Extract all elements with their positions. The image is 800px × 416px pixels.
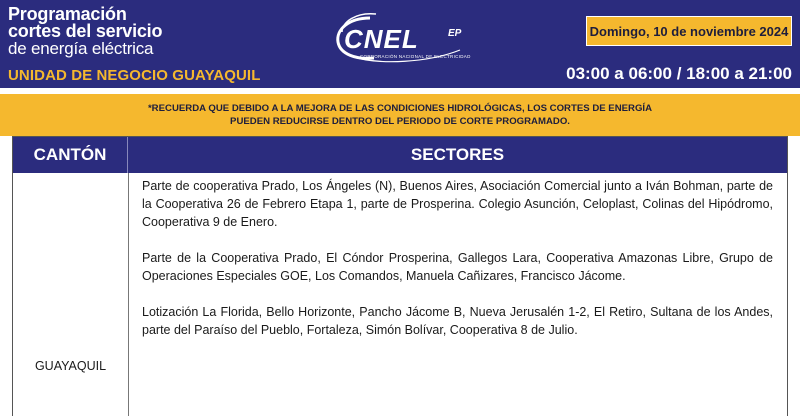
date-text: Domingo, 10 de noviembre 2024 <box>589 23 789 39</box>
time-slots: 03:00 a 06:00 / 18:00 a 21:00 <box>566 64 792 83</box>
sector-group-2: Parte de la Cooperativa Prado, El Cóndor Prosperina, Gallegos Lara, Cooperativa Amazonas Libre, Grupo de Operaciones Especiales GOE, Los Comandos, Manuela Cañizares, Francisco Jácome. <box>142 251 773 283</box>
header-canton: CANTÓN <box>13 137 128 173</box>
sector-group-3: Lotización La Florida, Bello Horizonte, Pancho Jácome B, Nueva Jerusalén 1-2, El Retiro, Sultana de los Andes, parte del Paraíso del Pueblo, Fortaleza, Simón Bolívar, Cooperativa 8 de Julio. <box>142 305 773 337</box>
title-line-1: Programación <box>8 4 127 24</box>
notice-line-1: *RECUERDA QUE DEBIDO A LA MEJORA DE LAS CONDICIONES HIDROLÓGICAS, LOS CORTES DE ENERGÍA <box>147 103 653 114</box>
logo-subtitle: CORPORACIÓN NACIONAL DE ELECTRICIDAD <box>360 54 471 59</box>
sectors-cell <box>129 173 787 416</box>
title-line-2: cortes del servicio <box>8 21 163 41</box>
sector-group-1: Parte de cooperativa Prado, Los Ángeles (N), Buenos Aires, Asociación Comercial junto a Iván Bohman, parte de la Cooperativa 26 de Febrero Etapa 1, parte de Prosperina. Colegio Asunción, Celoplast, Colinas del Hipódromo, Cooperativa 9 de Enero. <box>142 179 773 229</box>
business-unit-label: UNIDAD DE NEGOCIO GUAYAQUIL <box>8 67 261 84</box>
header-sectores: SECTORES <box>410 145 505 164</box>
table-header-row <box>13 137 787 173</box>
notice-banner <box>0 94 800 136</box>
notice-line-2: PUEDEN REDUCIRSE DENTRO DEL PERIODO DE CORTE PROGRAMADO. <box>230 116 570 127</box>
schedule-table <box>12 136 788 416</box>
canton-cell <box>13 173 128 416</box>
page-header <box>0 0 800 88</box>
title-line-3: de energía eléctrica <box>8 39 154 58</box>
date-badge <box>586 16 792 46</box>
title-block <box>8 6 162 58</box>
cnel-logo <box>330 10 480 70</box>
logo-suffix: EP <box>448 28 462 39</box>
logo-wordmark: CNEL <box>344 24 419 54</box>
canton-name: GUAYAQUIL <box>34 359 107 373</box>
